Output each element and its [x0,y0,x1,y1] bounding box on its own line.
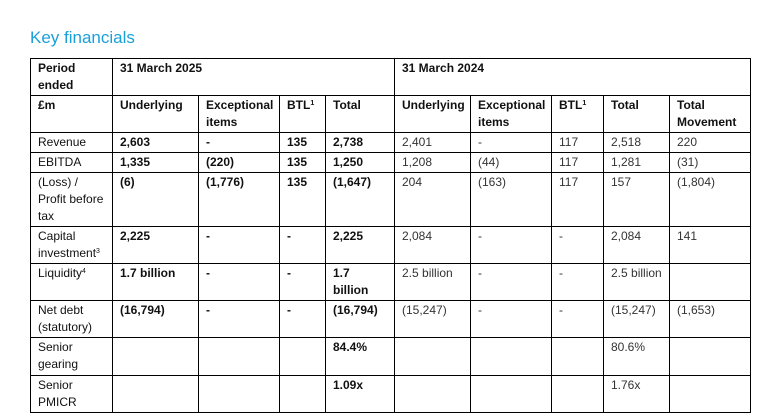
cell-exceptional-2024 [471,376,552,413]
cell-total-2025: 84.4% [326,338,395,376]
cell-total-movement: 141 [670,227,751,264]
cell-total-movement [670,338,751,376]
cell-underlying-2024: 2,084 [395,227,471,264]
cell-underlying-2025: 1.7 billion [113,264,199,301]
cell-btl-2024: 117 [552,153,604,173]
cell-btl-2025: 135 [280,153,326,173]
cell-total-2024: (15,247) [604,301,670,338]
cell-total-2025: (1,647) [326,173,395,227]
row-label [31,153,113,173]
table-row [31,227,751,264]
period-2025: 31 March 2025 [113,59,395,96]
col-total-movement: Total Movement [670,96,751,133]
cell-total-2024: 80.6% [604,338,670,376]
row-label-text: Liquidity [38,266,83,280]
cell-btl-2024: 117 [552,133,604,153]
row-label-text: EBITDA [38,155,82,169]
cell-total-2025: 2,225 [326,227,395,264]
cell-total-2025: 1.09x [326,376,395,413]
row-label-text: Capital investment [38,229,97,260]
col-total-2024: Total [604,96,670,133]
cell-total-2025: 1,250 [326,153,395,173]
footnote-marker: 4 [82,268,86,275]
table-row [31,133,751,153]
cell-underlying-2024: 204 [395,173,471,227]
col-total-2025: Total [326,96,395,133]
cell-underlying-2024: 1,208 [395,153,471,173]
cell-underlying-2025: 2,225 [113,227,199,264]
cell-total-movement: (31) [670,153,751,173]
cell-exceptional-2024: - [471,227,552,264]
cell-btl-2024 [552,338,604,376]
row-label [31,227,113,264]
period-label: Period ended [31,59,113,96]
row-label [31,338,113,376]
period-2024: 31 March 2024 [395,59,751,96]
cell-total-2024: 1.76x [604,376,670,413]
btl-label: BTL [287,98,311,112]
cell-underlying-2025: (16,794) [113,301,199,338]
cell-underlying-2025 [113,338,199,376]
cell-underlying-2024: 2,401 [395,133,471,153]
cell-exceptional-2024: (163) [471,173,552,227]
table-row [31,264,751,301]
cell-total-2024: 1,281 [604,153,670,173]
cell-total-2024: 2,084 [604,227,670,264]
cell-total-2025: 2,738 [326,133,395,153]
column-header-row [31,96,751,133]
cell-btl-2024: - [552,301,604,338]
cell-btl-2025 [280,376,326,413]
cell-exceptional-2024 [471,338,552,376]
section-title: Key financials [30,28,135,47]
cell-underlying-2025: 1,335 [113,153,199,173]
cell-exceptional-2024: - [471,133,552,153]
table-row [31,301,751,338]
row-label-text: (Loss) / Profit before tax [38,175,104,223]
cell-total-movement: (1,804) [670,173,751,227]
row-label [31,301,113,338]
table-row [31,376,751,413]
footnote-marker: 1 [582,100,587,107]
cell-exceptional-2025: (220) [199,153,280,173]
cell-exceptional-2025: - [199,227,280,264]
table-row [31,153,751,173]
cell-btl-2025: 135 [280,133,326,153]
cell-underlying-2024 [395,376,471,413]
btl-label: BTL [559,98,583,112]
cell-total-movement [670,264,751,301]
cell-underlying-2024: (15,247) [395,301,471,338]
col-underlying-2024: Underlying [395,96,471,133]
cell-btl-2024: - [552,264,604,301]
row-label-text: Senior gearing [38,340,79,371]
cell-total-2024: 2.5 billion [604,264,670,301]
col-btl-2024 [552,96,604,133]
row-label-text: Senior PMICR [38,378,77,409]
row-label [31,173,113,227]
row-label [31,376,113,413]
row-label-text: Revenue [38,135,87,149]
cell-underlying-2025: 2,603 [113,133,199,153]
cell-btl-2024: 117 [552,173,604,227]
cell-total-2025: (16,794) [326,301,395,338]
cell-exceptional-2024: (44) [471,153,552,173]
cell-exceptional-2025: (1,776) [199,173,280,227]
cell-underlying-2024 [395,338,471,376]
cell-btl-2024 [552,376,604,413]
col-exceptional-2024: Exceptional items [471,96,552,133]
footnote-marker: 3 [96,248,100,255]
row-label [31,133,113,153]
table-row [31,338,751,376]
row-label-text: Net debt (statutory) [38,303,93,334]
row-label [31,264,113,301]
col-btl-2025 [280,96,326,133]
cell-underlying-2025 [113,376,199,413]
cell-exceptional-2025: - [199,264,280,301]
cell-total-2024: 157 [604,173,670,227]
cell-btl-2025: - [280,301,326,338]
cell-btl-2025 [280,338,326,376]
cell-btl-2024: - [552,227,604,264]
cell-total-movement: 220 [670,133,751,153]
cell-exceptional-2024: - [471,264,552,301]
cell-btl-2025: - [280,264,326,301]
footnote-marker: 1 [310,100,315,107]
cell-exceptional-2024: - [471,301,552,338]
unit-label: £m [31,96,113,133]
period-header-row [31,59,751,96]
cell-exceptional-2025 [199,376,280,413]
cell-total-2025: 1.7 billion [326,264,395,301]
cell-exceptional-2025: - [199,133,280,153]
cell-total-movement: (1,653) [670,301,751,338]
cell-total-2024: 2,518 [604,133,670,153]
cell-total-movement [670,376,751,413]
cell-exceptional-2025 [199,338,280,376]
col-underlying-2025: Underlying [113,96,199,133]
cell-btl-2025: 135 [280,173,326,227]
cell-btl-2025: - [280,227,326,264]
cell-exceptional-2025: - [199,301,280,338]
key-financials-table [30,58,751,413]
cell-underlying-2024: 2.5 billion [395,264,471,301]
cell-underlying-2025: (6) [113,173,199,227]
col-exceptional-2025: Exceptional items [199,96,280,133]
table-row [31,173,751,227]
